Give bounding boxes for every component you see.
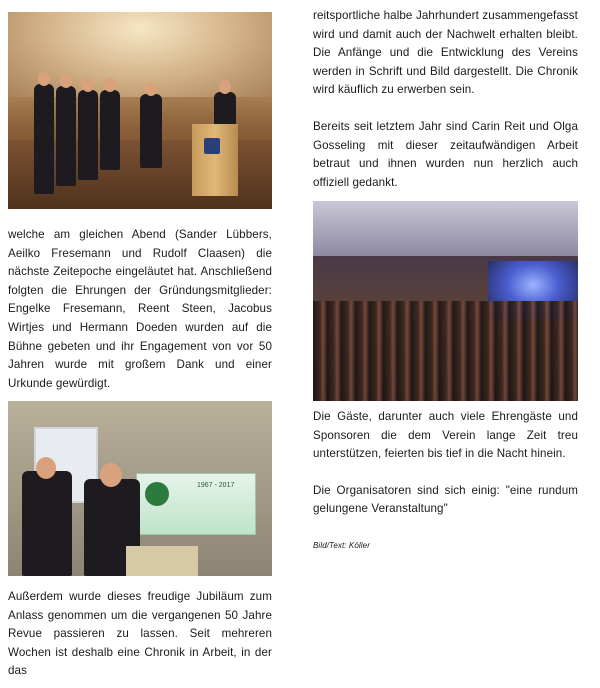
person-figure [56,86,76,186]
article-paragraph: welche am gleichen Abend (Sander Lübbers, Aeilko Fresemann und Rudolf Claasen) die nächste Zeitepoche eingeläutet hat. Anschließend folgten die Ehrungen der Gründungsmitglieder: Engelke Fresemann, Reent Steen, Jacobus Wirtjes und Hermann Doeden wurden auf die Bühne gebeten und ihr Engagement von vor 50 Jahren wurde mit großem Dank und einer Urkunde gewürdigt. [8,228,272,390]
article-paragraph: Die Organisatoren sind sich einig: "eine rundum gelungene Veranstaltung" [313,483,578,516]
podium-emblem-icon [204,138,220,154]
speaker-figure [214,92,236,128]
article-paragraph: Bereits seit letztem Jahr sind Carin Reit und Olga Gosseling mit dieser zeitaufwändigen Arbeit betraut und ihnen wurden nun herzlich auch offiziell gedankt. [313,119,578,189]
club-logo-icon [145,482,169,506]
photo-credit: Bild/Text: Köller [313,540,370,550]
person-head [60,74,72,88]
person-figure [34,84,54,194]
person-head [104,78,116,92]
article-paragraph: reitsportliche halbe Jahrhundert zusammengefasst wird und damit auch der Nachwelt erhalten bleibt. Die Anfänge und die Entwicklung des Vereins werden in Schrift und Bild dargestellt. Die Chronik wird käuflich zu erwerben sein. [313,9,578,97]
speaker-head [100,463,122,487]
person-head [145,82,157,96]
article-paragraph: Die Gäste, darunter auch viele Ehrengäste und Sponsoren die dem Verein lange Zeit treu unterstützen, feierten bis tief in die Nacht hinein. [313,410,578,461]
dance-hall-photo [313,201,578,401]
person-head [36,457,56,479]
person-figure [100,90,120,170]
person-figure [140,94,162,168]
person-figure [78,90,98,180]
article-paragraph: Außerdem wurde dieses freudige Jubiläum zum Anlass genommen um die vergangenen 50 Jahre Revue passieren zu lassen. Seit mehreren Wochen ist deshalb eine Chronik in Arbeit, in der das [8,590,272,678]
dancing-crowd [313,301,578,401]
speaker-photo [8,401,272,576]
left-text-block-1 [8,226,272,393]
left-text-block-2 [8,588,272,681]
screen-year: 1967 - 2017 [197,482,235,489]
podium [192,124,238,196]
person-head [82,78,94,92]
person-figure [22,471,72,576]
right-text-block-1 [313,7,578,192]
ceremony-photo [8,12,272,209]
right-text-block-2 [313,408,578,556]
hall-ceiling [313,201,578,256]
person-head [38,72,50,86]
projection-screen [136,473,256,535]
lectern [126,546,198,576]
speaker-head [219,80,231,94]
